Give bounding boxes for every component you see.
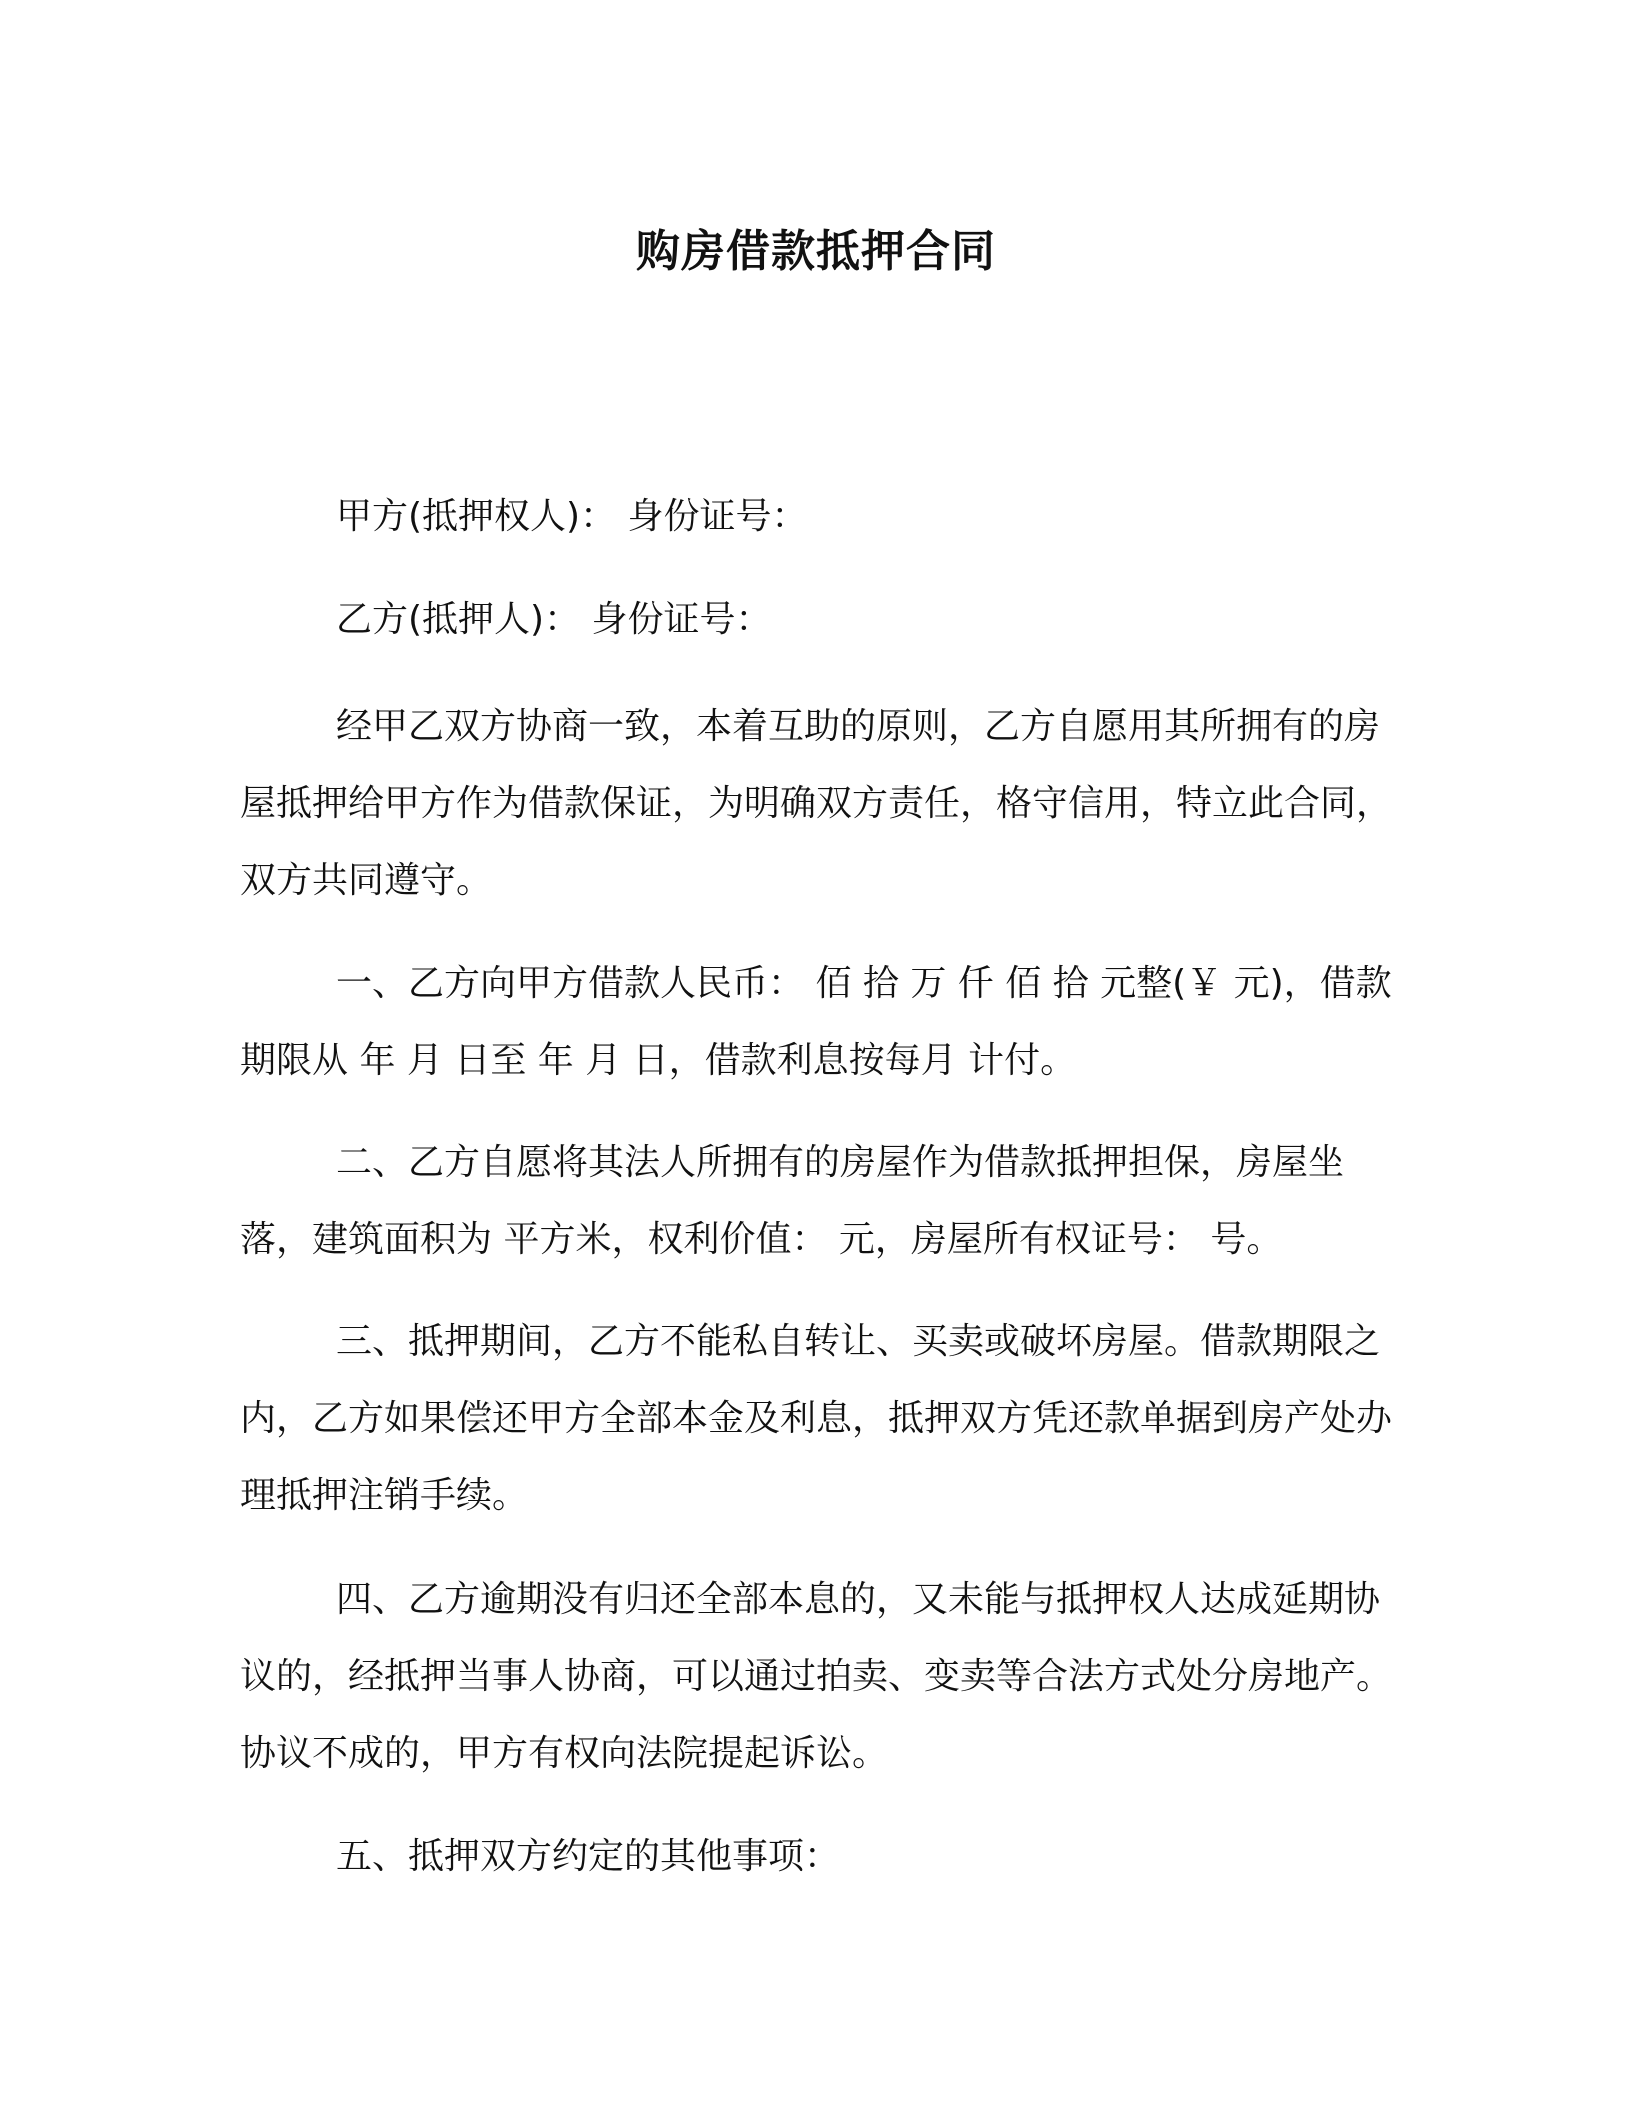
preamble-paragraph: 经甲乙双方协商一致，本着互助的原则，乙方自愿用其所拥有的房屋抵押给甲方作为借款保证，为明确双方责任，格守信用，特立此合同，双方共同遵守。 — [240, 706, 1393, 901]
party-b-line: 乙方(抵押人)： 身份证号： — [336, 599, 772, 640]
party-a-line: 甲方(抵押权人)： 身份证号： — [336, 496, 808, 537]
clause-3: 三、抵押期间，乙方不能私自转让、买卖或破坏房屋。借款期限之内，乙方如果偿还甲方全部本金及利息，抵押双方凭还款单据到房产处办理抵押注销手续。 — [240, 1321, 1393, 1516]
clause-2: 二、乙方自愿将其法人所拥有的房屋作为借款抵押担保，房屋坐落，建筑面积为 平方米，权利价值： 元，房屋所有权证号： 号。 — [240, 1142, 1345, 1260]
document-title: 购房借款抵押合同 — [636, 226, 996, 277]
clause-4: 四、乙方逾期没有归还全部本息的，又未能与抵押权人达成延期协议的，经抵押当事人协商，可以通过拍卖、变卖等合法方式处分房地产。协议不成的，甲方有权向法院提起诉讼。 — [240, 1579, 1393, 1774]
clause-5: 五、抵押双方约定的其他事项： — [336, 1836, 841, 1877]
clause-1: 一、乙方向甲方借款人民币： 佰 拾 万 仟 佰 拾 元整(￥ 元)，借款期限从 年 月 日至 年 月 日，借款利息按每月 计付。 — [240, 963, 1392, 1081]
